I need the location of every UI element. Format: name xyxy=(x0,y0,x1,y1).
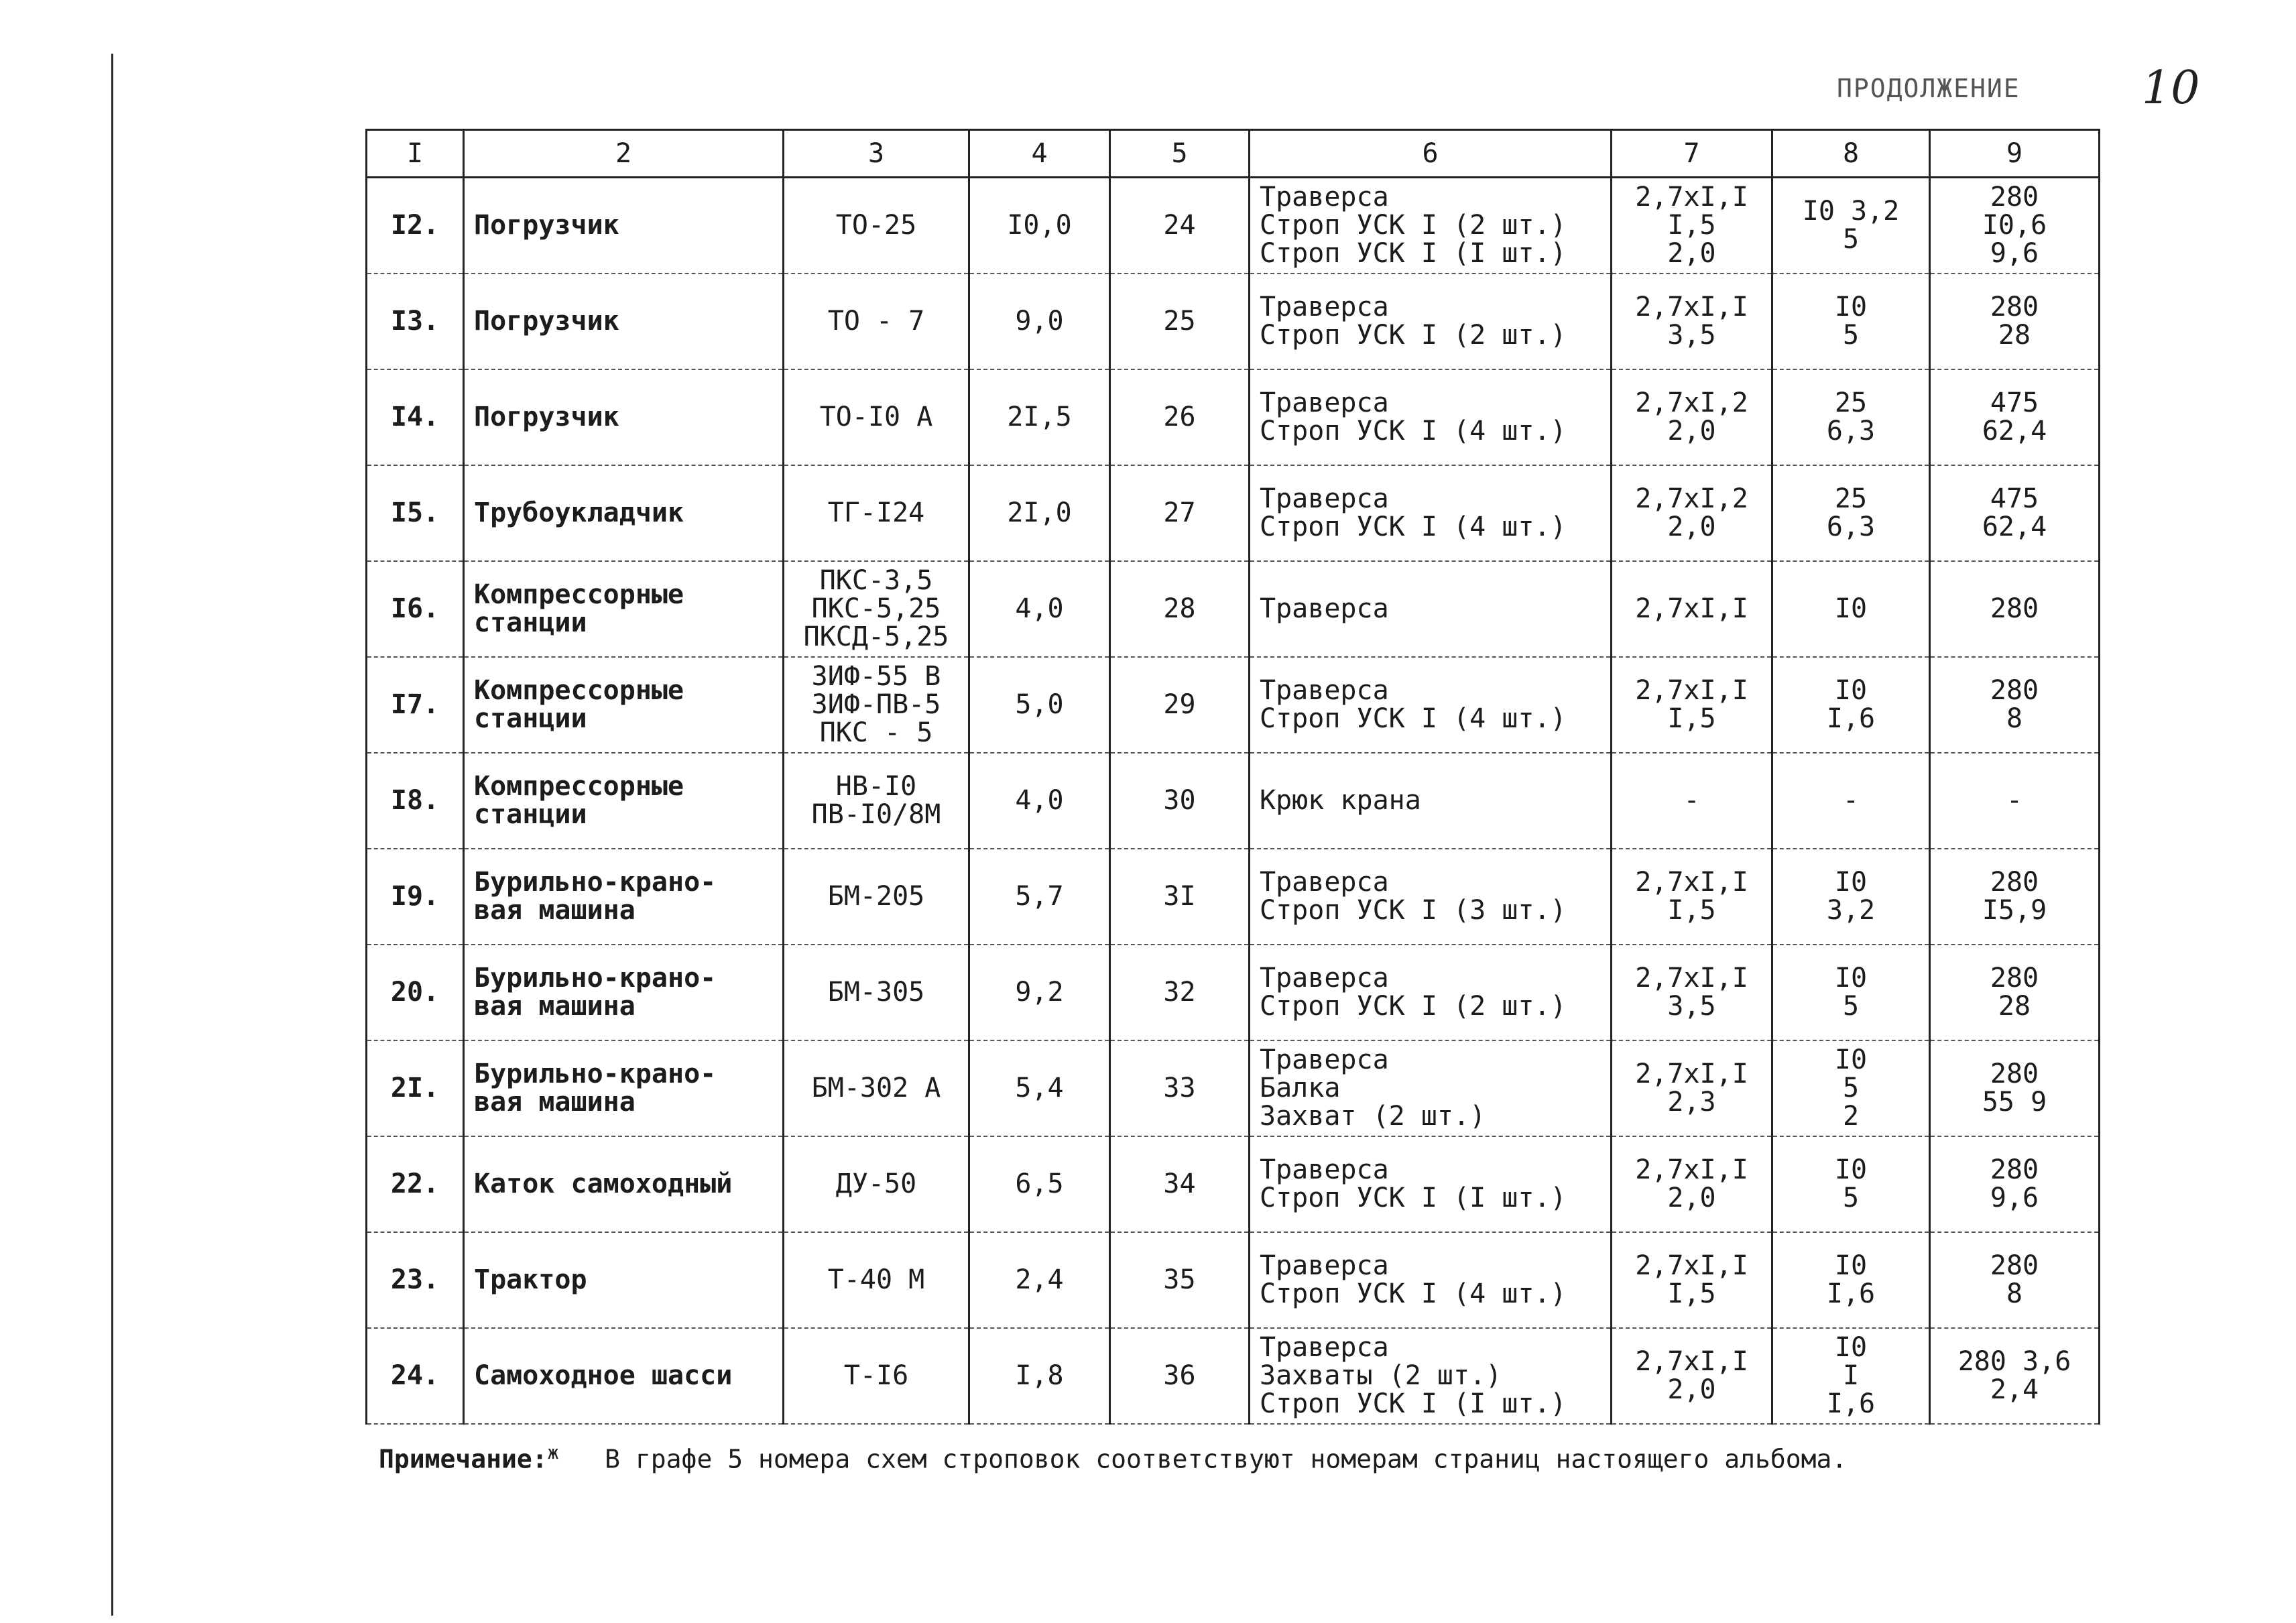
lifting-tools-line: Траверса xyxy=(1260,182,1389,213)
model-code-line: ТО-25 xyxy=(835,210,917,241)
model-code-line: ЗИФ-55 В xyxy=(811,661,941,692)
scheme-number-cell: 24 xyxy=(1110,178,1250,274)
model-code-line: ПВ-I0/8М xyxy=(811,799,941,830)
lifting-tools-line: Строп УСК I (2 шт.) xyxy=(1260,320,1567,351)
lifting-tools-cell xyxy=(1250,657,1612,753)
equipment-name-cell xyxy=(464,753,784,849)
lifting-tools-cell xyxy=(1250,1232,1612,1328)
table-body xyxy=(367,178,2100,1424)
column-9-values-line: 28 xyxy=(1998,991,2031,1022)
column-header-3: 3 xyxy=(784,130,969,178)
lifting-tools-line: Захват (2 шт.) xyxy=(1260,1101,1486,1132)
dimensions-cell xyxy=(1612,1136,1772,1232)
dimensions-line: 2,0 xyxy=(1667,1374,1716,1405)
equipment-name-cell xyxy=(464,1232,784,1328)
model-code-line: ЗИФ-ПВ-5 xyxy=(811,689,941,720)
column-9-values-cell xyxy=(1930,1232,2100,1328)
column-8-values-cell xyxy=(1772,945,1930,1040)
lifting-tools-line: Строп УСК I (I шт.) xyxy=(1260,1183,1567,1213)
column-9-values-line: 280 xyxy=(1990,675,2039,706)
dimensions-cell xyxy=(1612,753,1772,849)
column-9-values-line: 8 xyxy=(2006,703,2023,734)
mass-value-cell: 2I,5 xyxy=(969,369,1110,465)
scheme-number-cell: 35 xyxy=(1110,1232,1250,1328)
column-9-values-line: 280 xyxy=(1990,963,2039,994)
column-9-values-cell xyxy=(1930,1136,2100,1232)
model-code-line: ДУ-50 xyxy=(835,1168,917,1199)
lifting-tools-line: Строп УСК I (I шт.) xyxy=(1260,238,1567,269)
column-9-values-line: 62,4 xyxy=(1982,416,2047,446)
equipment-name-line: Погрузчик xyxy=(474,402,619,432)
lifting-tools-line: Траверса xyxy=(1260,867,1389,898)
dimensions-cell xyxy=(1612,1232,1772,1328)
column-8-values-line: 3,2 xyxy=(1826,895,1876,926)
equipment-name-line: вая машина xyxy=(474,1087,636,1118)
lifting-tools-line: Траверса xyxy=(1260,1332,1389,1363)
column-9-values-cell xyxy=(1930,1328,2100,1424)
footnote-marker: ж xyxy=(547,1441,559,1463)
lifting-tools-line: Строп УСК I (4 шт.) xyxy=(1260,703,1567,734)
scheme-number-cell: 28 xyxy=(1110,561,1250,657)
column-8-values-line: I,6 xyxy=(1826,1278,1876,1309)
column-9-values-line: 280 xyxy=(1990,1154,2039,1185)
model-code-line: ТО - 7 xyxy=(827,306,925,337)
table-row xyxy=(367,369,2100,465)
footnote-text: В графе 5 номера схем строповок соответствуют номерам страниц настоящего альбома. xyxy=(605,1444,1848,1474)
lifting-tools-line: Строп УСК I (4 шт.) xyxy=(1260,512,1567,542)
dimensions-line: - xyxy=(1683,785,1700,816)
column-9-values-line: 475 xyxy=(1990,387,2039,418)
table-row xyxy=(367,849,2100,945)
dimensions-line: 2,7xI,I xyxy=(1635,593,1748,624)
row-number-cell: 23. xyxy=(367,1232,464,1328)
row-number-cell: 22. xyxy=(367,1136,464,1232)
table-row xyxy=(367,1040,2100,1136)
row-number-cell: I2. xyxy=(367,178,464,274)
table-row xyxy=(367,1328,2100,1424)
column-8-values-cell xyxy=(1772,1136,1930,1232)
equipment-slinging-table xyxy=(365,129,2100,1425)
dimensions-cell xyxy=(1612,849,1772,945)
lifting-tools-line: Строп УСК I (3 шт.) xyxy=(1260,895,1567,926)
column-8-values-line: I0 xyxy=(1834,292,1868,322)
equipment-name-cell xyxy=(464,274,784,369)
model-code-line: БМ-305 xyxy=(827,977,925,1008)
mass-value-cell: I,8 xyxy=(969,1328,1110,1424)
lifting-tools-cell xyxy=(1250,945,1612,1040)
column-8-values-cell xyxy=(1772,849,1930,945)
scheme-number-cell: 26 xyxy=(1110,369,1250,465)
dimensions-line: 2,0 xyxy=(1667,1183,1716,1213)
column-8-values-line: 5 xyxy=(1842,320,1860,351)
continuation-label: ПРОДОЛЖЕНИЕ xyxy=(1837,74,2020,103)
model-code-cell xyxy=(784,657,969,753)
row-number-cell: I7. xyxy=(367,657,464,753)
column-9-values-line: 280 xyxy=(1990,867,2039,898)
lifting-tools-line: Захваты (2 шт.) xyxy=(1260,1360,1502,1391)
scheme-number-cell: 32 xyxy=(1110,945,1250,1040)
dimensions-line: 2,7xI,I xyxy=(1635,867,1748,898)
lifting-tools-line: Траверса xyxy=(1260,387,1389,418)
column-header-4: 4 xyxy=(969,130,1110,178)
table-row xyxy=(367,753,2100,849)
dimensions-line: 2,0 xyxy=(1667,238,1716,269)
dimensions-cell xyxy=(1612,945,1772,1040)
dimensions-cell xyxy=(1612,561,1772,657)
table-row xyxy=(367,1136,2100,1232)
equipment-name-line: Каток самоходный xyxy=(474,1168,733,1199)
equipment-name-line: Компрессорные xyxy=(474,675,684,706)
column-9-values-line: 475 xyxy=(1990,483,2039,514)
equipment-name-cell xyxy=(464,178,784,274)
equipment-name-line: Трубоукладчик xyxy=(474,497,684,528)
lifting-tools-line: Траверса xyxy=(1260,593,1389,624)
footnote xyxy=(379,1441,1921,1474)
column-header-5: 5 xyxy=(1110,130,1250,178)
equipment-name-cell xyxy=(464,1136,784,1232)
column-header-7: 7 xyxy=(1612,130,1772,178)
dimensions-line: 2,7xI,I xyxy=(1635,1250,1748,1281)
table-row xyxy=(367,274,2100,369)
column-8-values-line: I0 xyxy=(1834,1154,1868,1185)
column-header-6: 6 xyxy=(1250,130,1612,178)
footnote-label: Примечание: xyxy=(379,1444,548,1474)
equipment-name-line: Компрессорные xyxy=(474,579,684,610)
table-row xyxy=(367,561,2100,657)
column-9-values-cell xyxy=(1930,753,2100,849)
mass-value-cell: 5,7 xyxy=(969,849,1110,945)
column-9-values-line: - xyxy=(2006,785,2023,816)
row-number-cell: I9. xyxy=(367,849,464,945)
equipment-name-cell xyxy=(464,945,784,1040)
equipment-name-line: Бурильно-крано- xyxy=(474,867,717,898)
dimensions-cell xyxy=(1612,369,1772,465)
column-9-values-line: 280 xyxy=(1990,593,2039,624)
dimensions-line: 3,5 xyxy=(1667,320,1716,351)
scheme-number-cell: 33 xyxy=(1110,1040,1250,1136)
table-row xyxy=(367,945,2100,1040)
dimensions-line: I,5 xyxy=(1667,703,1716,734)
mass-value-cell: 5,0 xyxy=(969,657,1110,753)
lifting-tools-line: Строп УСК I (4 шт.) xyxy=(1260,1278,1567,1309)
column-9-values-cell xyxy=(1930,369,2100,465)
equipment-name-cell xyxy=(464,849,784,945)
column-8-values-line: I0 xyxy=(1834,867,1868,898)
column-8-values-cell xyxy=(1772,1328,1930,1424)
row-number-cell: I8. xyxy=(367,753,464,849)
column-9-values-cell xyxy=(1930,561,2100,657)
equipment-name-cell xyxy=(464,561,784,657)
lifting-tools-cell xyxy=(1250,849,1612,945)
model-code-cell xyxy=(784,945,969,1040)
column-number-row xyxy=(367,130,2100,178)
dimensions-line: 2,7xI,I xyxy=(1635,182,1748,213)
column-8-values-line: I0 3,2 xyxy=(1802,196,1900,227)
lifting-tools-line: Крюк крана xyxy=(1260,785,1421,816)
lifting-tools-line: Строп УСК I (4 шт.) xyxy=(1260,416,1567,446)
column-8-values-cell xyxy=(1772,178,1930,274)
model-code-cell xyxy=(784,1232,969,1328)
column-8-values-line: 5 xyxy=(1842,1183,1860,1213)
model-code-cell xyxy=(784,178,969,274)
column-8-values-line: I0 xyxy=(1834,963,1868,994)
dimensions-cell xyxy=(1612,1328,1772,1424)
column-8-values-cell xyxy=(1772,753,1930,849)
equipment-name-line: Компрессорные xyxy=(474,771,684,802)
equipment-name-cell xyxy=(464,657,784,753)
column-8-values-line: I,6 xyxy=(1826,703,1876,734)
model-code-line: БМ-205 xyxy=(827,881,925,912)
dimensions-line: 2,7xI,I xyxy=(1635,1059,1748,1089)
scheme-number-cell: 25 xyxy=(1110,274,1250,369)
dimensions-line: 2,0 xyxy=(1667,416,1716,446)
dimensions-cell xyxy=(1612,657,1772,753)
model-code-line: ПКСД-5,25 xyxy=(803,621,949,652)
column-9-values-line: 2,4 xyxy=(1990,1374,2039,1405)
mass-value-cell: 9,0 xyxy=(969,274,1110,369)
lifting-tools-line: Траверса xyxy=(1260,1250,1389,1281)
model-code-cell xyxy=(784,274,969,369)
dimensions-line: I,5 xyxy=(1667,1278,1716,1309)
column-8-values-line: I0 xyxy=(1834,1332,1868,1363)
column-header-2: 2 xyxy=(464,130,784,178)
equipment-name-line: Погрузчик xyxy=(474,210,619,241)
mass-value-cell: 4,0 xyxy=(969,561,1110,657)
dimensions-line: 2,7xI,2 xyxy=(1635,387,1748,418)
row-number-cell: 2I. xyxy=(367,1040,464,1136)
equipment-name-cell xyxy=(464,465,784,561)
model-code-line: ПКС - 5 xyxy=(819,717,933,748)
column-9-values-line: I0,6 xyxy=(1982,210,2047,241)
dimensions-line: 2,7xI,I xyxy=(1635,963,1748,994)
model-code-cell xyxy=(784,1040,969,1136)
column-9-values-line: 55 9 xyxy=(1982,1087,2047,1118)
model-code-line: Т-40 М xyxy=(827,1264,925,1295)
model-code-cell xyxy=(784,849,969,945)
equipment-name-cell xyxy=(464,369,784,465)
model-code-cell xyxy=(784,369,969,465)
equipment-name-line: вая машина xyxy=(474,991,636,1022)
column-9-values-line: 28 xyxy=(1998,320,2031,351)
mass-value-cell: 2I,0 xyxy=(969,465,1110,561)
column-header-8: 8 xyxy=(1772,130,1930,178)
lifting-tools-cell xyxy=(1250,561,1612,657)
model-code-line: ПКС-5,25 xyxy=(811,593,941,624)
column-header-9: 9 xyxy=(1930,130,2100,178)
lifting-tools-line: Траверса xyxy=(1260,1044,1389,1075)
column-9-values-line: 280 3,6 xyxy=(1957,1346,2071,1377)
dimensions-line: I,5 xyxy=(1667,895,1716,926)
column-8-values-line: 5 xyxy=(1842,1073,1860,1103)
column-8-values-line: 6,3 xyxy=(1826,512,1876,542)
column-8-values-line: 6,3 xyxy=(1826,416,1876,446)
column-9-values-cell xyxy=(1930,465,2100,561)
lifting-tools-line: Строп УСК I (2 шт.) xyxy=(1260,991,1567,1022)
lifting-tools-line: Траверса xyxy=(1260,292,1389,322)
lifting-tools-cell xyxy=(1250,1040,1612,1136)
dimensions-line: 2,7xI,I xyxy=(1635,1346,1748,1377)
model-code-line: ПКС-3,5 xyxy=(819,565,933,596)
column-9-values-cell xyxy=(1930,849,2100,945)
equipment-name-cell xyxy=(464,1328,784,1424)
row-number-cell: I5. xyxy=(367,465,464,561)
scheme-number-cell: 3I xyxy=(1110,849,1250,945)
model-code-cell xyxy=(784,465,969,561)
column-8-values-cell xyxy=(1772,1232,1930,1328)
lifting-tools-line: Траверса xyxy=(1260,675,1389,706)
column-8-values-cell xyxy=(1772,561,1930,657)
dimensions-cell xyxy=(1612,465,1772,561)
dimensions-line: 2,7xI,I xyxy=(1635,292,1748,322)
dimensions-line: 2,3 xyxy=(1667,1087,1716,1118)
dimensions-cell xyxy=(1612,274,1772,369)
table-row xyxy=(367,1232,2100,1328)
mass-value-cell: 9,2 xyxy=(969,945,1110,1040)
row-number-cell: I3. xyxy=(367,274,464,369)
lifting-tools-cell xyxy=(1250,753,1612,849)
column-9-values-line: I5,9 xyxy=(1982,895,2047,926)
equipment-name-line: Погрузчик xyxy=(474,306,619,337)
column-8-values-cell xyxy=(1772,369,1930,465)
column-9-values-cell xyxy=(1930,1040,2100,1136)
mass-value-cell: 5,4 xyxy=(969,1040,1110,1136)
lifting-tools-line: Строп УСК I (I шт.) xyxy=(1260,1388,1567,1419)
scheme-number-cell: 34 xyxy=(1110,1136,1250,1232)
dimensions-cell xyxy=(1612,178,1772,274)
model-code-line: НВ-I0 xyxy=(835,771,917,802)
lifting-tools-cell xyxy=(1250,274,1612,369)
table-row xyxy=(367,178,2100,274)
scheme-number-cell: 36 xyxy=(1110,1328,1250,1424)
mass-value-cell: 6,5 xyxy=(969,1136,1110,1232)
equipment-name-line: Бурильно-крано- xyxy=(474,1059,717,1089)
mass-value-cell: 2,4 xyxy=(969,1232,1110,1328)
binding-margin-line xyxy=(111,54,113,1616)
column-9-values-line: 280 xyxy=(1990,1059,2039,1089)
column-8-values-line: I0 xyxy=(1834,593,1868,624)
column-8-values-cell xyxy=(1772,1040,1930,1136)
row-number-cell: I6. xyxy=(367,561,464,657)
lifting-tools-cell xyxy=(1250,369,1612,465)
model-code-line: Т-I6 xyxy=(843,1360,909,1391)
column-8-values-line: 25 xyxy=(1834,483,1868,514)
equipment-name-line: станции xyxy=(474,607,587,638)
model-code-cell xyxy=(784,1136,969,1232)
lifting-tools-cell xyxy=(1250,178,1612,274)
dimensions-cell xyxy=(1612,1040,1772,1136)
lifting-tools-line: Траверса xyxy=(1260,963,1389,994)
scheme-number-cell: 27 xyxy=(1110,465,1250,561)
lifting-tools-cell xyxy=(1250,1328,1612,1424)
scheme-number-cell: 30 xyxy=(1110,753,1250,849)
lifting-tools-line: Балка xyxy=(1260,1073,1341,1103)
column-8-values-line: 5 xyxy=(1842,224,1860,255)
model-code-cell xyxy=(784,753,969,849)
column-9-values-line: 8 xyxy=(2006,1278,2023,1309)
dimensions-line: 2,7xI,I xyxy=(1635,675,1748,706)
mass-value-cell: I0,0 xyxy=(969,178,1110,274)
model-code-line: ТГ-I24 xyxy=(827,497,925,528)
dimensions-line: 2,0 xyxy=(1667,512,1716,542)
equipment-name-line: вая машина xyxy=(474,895,636,926)
column-9-values-line: 62,4 xyxy=(1982,512,2047,542)
lifting-tools-line: Строп УСК I (2 шт.) xyxy=(1260,210,1567,241)
column-8-values-cell xyxy=(1772,657,1930,753)
lifting-tools-line: Траверса xyxy=(1260,1154,1389,1185)
column-9-values-line: 280 xyxy=(1990,1250,2039,1281)
row-number-cell: 24. xyxy=(367,1328,464,1424)
dimensions-line: I,5 xyxy=(1667,210,1716,241)
column-9-values-cell xyxy=(1930,657,2100,753)
model-code-cell xyxy=(784,1328,969,1424)
dimensions-line: 2,7xI,I xyxy=(1635,1154,1748,1185)
column-8-values-cell xyxy=(1772,465,1930,561)
column-8-values-line: - xyxy=(1842,785,1860,816)
column-header-1: I xyxy=(367,130,464,178)
column-8-values-line: 2 xyxy=(1842,1101,1860,1132)
column-8-values-line: I xyxy=(1842,1360,1860,1391)
row-number-cell: I4. xyxy=(367,369,464,465)
equipment-name-line: станции xyxy=(474,799,587,830)
lifting-tools-cell xyxy=(1250,1136,1612,1232)
table-row xyxy=(367,657,2100,753)
column-9-values-line: 280 xyxy=(1990,182,2039,213)
lifting-tools-cell xyxy=(1250,465,1612,561)
dimensions-line: 3,5 xyxy=(1667,991,1716,1022)
column-8-values-line: I,6 xyxy=(1826,1388,1876,1419)
column-9-values-cell xyxy=(1930,178,2100,274)
page-number: 10 xyxy=(2142,62,2200,115)
equipment-name-line: Самоходное шасси xyxy=(474,1360,733,1391)
column-8-values-cell xyxy=(1772,274,1930,369)
mass-value-cell: 4,0 xyxy=(969,753,1110,849)
column-9-values-line: 9,6 xyxy=(1990,1183,2039,1213)
equipment-name-line: Трактор xyxy=(474,1264,587,1295)
model-code-cell xyxy=(784,561,969,657)
column-9-values-cell xyxy=(1930,274,2100,369)
equipment-name-cell xyxy=(464,1040,784,1136)
column-8-values-line: 25 xyxy=(1834,387,1868,418)
column-8-values-line: I0 xyxy=(1834,675,1868,706)
lifting-tools-line: Траверса xyxy=(1260,483,1389,514)
column-9-values-line: 280 xyxy=(1990,292,2039,322)
column-8-values-line: I0 xyxy=(1834,1250,1868,1281)
column-9-values-line: 9,6 xyxy=(1990,238,2039,269)
column-9-values-cell xyxy=(1930,945,2100,1040)
column-8-values-line: I0 xyxy=(1834,1044,1868,1075)
scheme-number-cell: 29 xyxy=(1110,657,1250,753)
table-row xyxy=(367,465,2100,561)
dimensions-line: 2,7xI,2 xyxy=(1635,483,1748,514)
column-8-values-line: 5 xyxy=(1842,991,1860,1022)
model-code-line: БМ-302 А xyxy=(811,1073,941,1103)
equipment-name-line: Бурильно-крано- xyxy=(474,963,717,994)
row-number-cell: 20. xyxy=(367,945,464,1040)
model-code-line: ТО-I0 А xyxy=(819,402,933,432)
equipment-name-line: станции xyxy=(474,703,587,734)
